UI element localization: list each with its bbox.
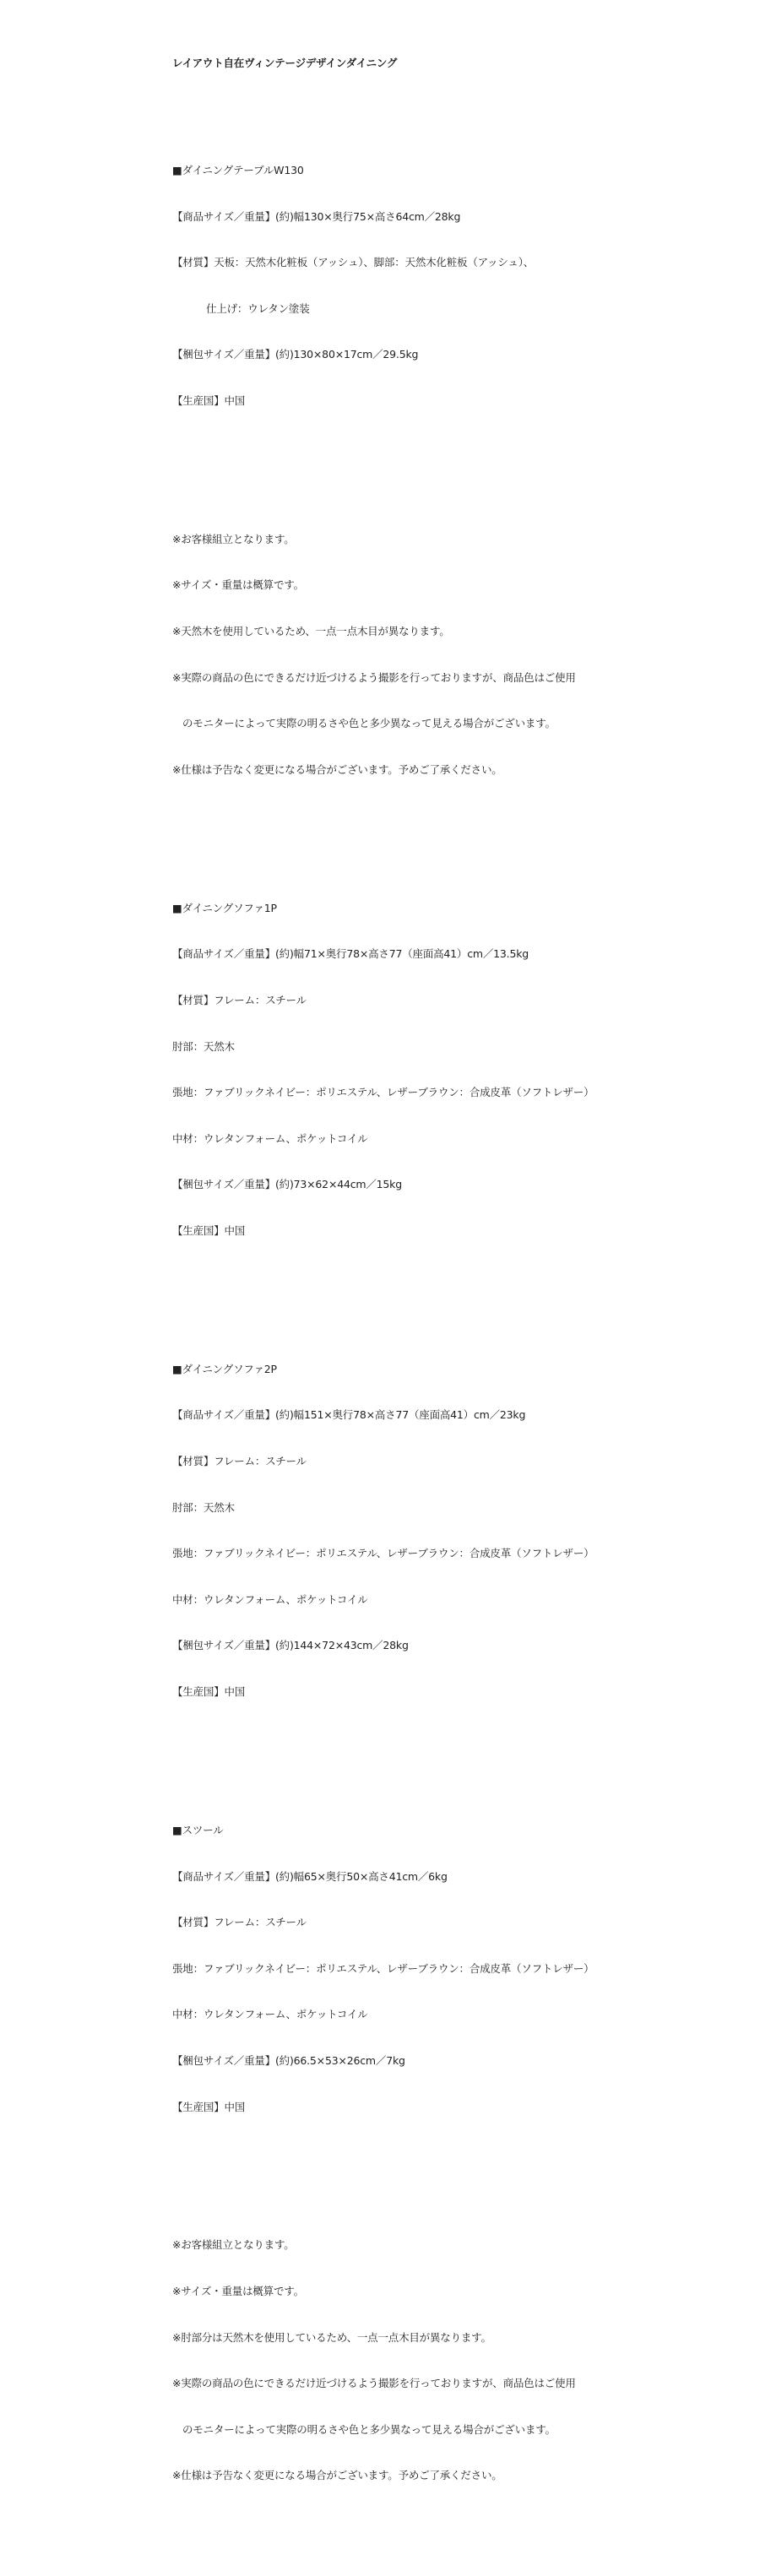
- spec-material: 【材質】フレーム：スチール: [172, 993, 307, 1006]
- note: ※仕様は予告なく変更になる場合がございます。予めご了承ください。: [172, 762, 502, 776]
- spec-package: 【梱包サイズ／重量】(約)144×72×43cm／28kg: [172, 1639, 409, 1652]
- note-continued: のモニターによって実際の明るさや色と多少異なって見える場合がございます。: [182, 2422, 556, 2436]
- note: ※お客様組立となります。: [172, 2238, 295, 2252]
- section-sofa-2p: [172, 1331, 746, 1730]
- note: ※お客様組立となります。: [172, 532, 295, 545]
- spec-size: 【商品サイズ／重量】(約)幅130×奥行75×高さ64cm／28kg: [172, 209, 461, 223]
- note: ※実際の商品の色にできるだけ近づけるよう撮影を行っておりますが、商品色はご使用: [172, 2377, 576, 2390]
- spec-package: 【梱包サイズ／重量】(約)130×80×17cm／29.5kg: [172, 348, 419, 361]
- notes-table: [172, 501, 746, 808]
- section-heading: ■ダイニングソファ2P: [172, 1362, 277, 1375]
- note: ※サイズ・重量は概算です。: [172, 578, 304, 592]
- note: ※天然木を使用しているため、一点一点木目が異なります。: [172, 625, 450, 638]
- spec-armrest: 肘部：天然木: [172, 1500, 235, 1514]
- spec-material: 【材質】天板：天然木化粧板（アッシュ）、脚部：天然木化粧板（アッシュ）、: [172, 256, 535, 269]
- spec-filling: 中材：ウレタンフォーム、ポケットコイル: [172, 1592, 368, 1606]
- spec-filling: 中材：ウレタンフォーム、ポケットコイル: [172, 2008, 368, 2021]
- spec-size: 【商品サイズ／重量】(約)幅71×奥行78×高さ77（座面高41）cm／13.5kg: [172, 947, 529, 961]
- section-heading: ■ダイニングソファ1P: [172, 901, 277, 914]
- note-continued: のモニターによって実際の明るさや色と多少異なって見える場合がございます。: [182, 717, 556, 730]
- spec-finish: 仕上げ：ウレタン塗装: [206, 301, 310, 315]
- spec-origin: 【生産国】中国: [172, 1685, 246, 1699]
- spec-package: 【梱包サイズ／重量】(約)66.5×53×26cm／7kg: [172, 2053, 405, 2067]
- spec-material: 【材質】フレーム：スチール: [172, 1455, 307, 1468]
- spec-fabric: 張地：ファブリックネイビー：ポリエステル、レザーブラウン：合成皮革（ソフトレザー）: [172, 1961, 594, 1975]
- spec-material: 【材質】フレーム：スチール: [172, 1916, 307, 1929]
- note: ※サイズ・重量は概算です。: [172, 2284, 304, 2297]
- spec-origin: 【生産国】中国: [172, 394, 246, 408]
- note: ※肘部分は天然木を使用しているため、一点一点木目が異なります。: [172, 2330, 491, 2344]
- spec-fabric: 張地：ファブリックネイビー：ポリエステル、レザーブラウン：合成皮革（ソフトレザー）: [172, 1086, 594, 1099]
- spec-origin: 【生産国】中国: [172, 1224, 246, 1237]
- spec-fabric: 張地：ファブリックネイビー：ポリエステル、レザーブラウン：合成皮革（ソフトレザー）: [172, 1547, 594, 1560]
- section-heading: ■スツール: [172, 1823, 224, 1836]
- spec-size: 【商品サイズ／重量】(約)幅65×奥行50×高さ41cm／6kg: [172, 1869, 448, 1883]
- section-sofa-1p: [172, 870, 746, 1269]
- spec-origin: 【生産国】中国: [172, 2100, 246, 2113]
- spec-armrest: 肘部：天然木: [172, 1039, 235, 1053]
- spec-package: 【梱包サイズ／重量】(約)73×62×44cm／15kg: [172, 1178, 402, 1191]
- product-spec-document: [172, 9, 746, 2576]
- notes-sofa-stool: [172, 2207, 746, 2514]
- section-heading: ■ダイニングテーブルW130: [172, 164, 304, 177]
- section-stool: [172, 1792, 746, 2145]
- section-dining-table: [172, 133, 746, 440]
- page-title: レイアウト自在ヴィンテージデザインダイニング: [172, 56, 398, 69]
- note: ※実際の商品の色にできるだけ近づけるよう撮影を行っておりますが、商品色はご使用: [172, 670, 576, 684]
- spec-size: 【商品サイズ／重量】(約)幅151×奥行78×高さ77（座面高41）cm／23kg: [172, 1408, 526, 1422]
- spec-filling: 中材：ウレタンフォーム、ポケットコイル: [172, 1131, 368, 1145]
- note: ※仕様は予告なく変更になる場合がございます。予めご了承ください。: [172, 2469, 502, 2482]
